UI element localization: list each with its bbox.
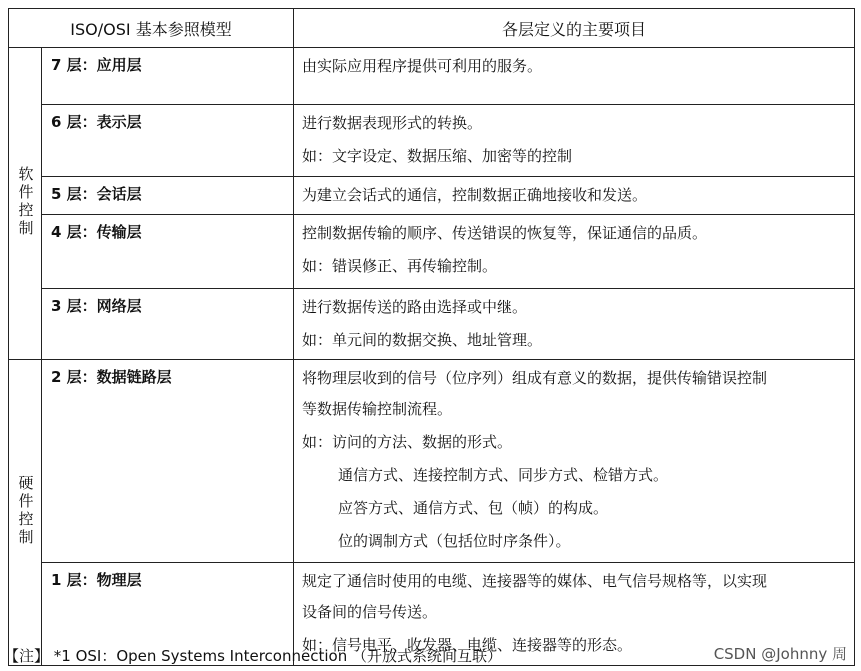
- table-row: [9, 105, 855, 177]
- software-control-label: 软件控制: [16, 165, 35, 238]
- table-row: [9, 215, 855, 289]
- definition-line: 如：文字设定、数据压缩、加密等的控制: [302, 147, 573, 165]
- definition-line: 进行数据传送的路由选择或中继。: [302, 298, 528, 316]
- header-model: ISO/OSI 基本参照模型: [9, 9, 294, 48]
- definition-line: 控制数据传输的顺序、传送错误的恢复等，保证通信的品质。: [302, 224, 708, 242]
- watermark: CSDN @Johnny 周: [713, 645, 847, 663]
- definition-line: 等数据传输控制流程。: [302, 400, 453, 418]
- layer-definition: [294, 215, 855, 289]
- definition-line: 将物理层收到的信号（位序列）组成有意义的数据，提供传输错误控制: [302, 369, 768, 387]
- definition-line: 位的调制方式（包括位时序条件）。: [338, 532, 571, 550]
- definition-line: 如：单元间的数据交换、地址管理。: [302, 331, 543, 349]
- definition-line: 设备间的信号传送。: [302, 603, 438, 621]
- definition-line: 应答方式、通信方式、包（帧）的构成。: [338, 499, 609, 517]
- definition-line: 如：错误修正、再传输控制。: [302, 257, 498, 275]
- osi-model-table: [8, 8, 855, 666]
- definition-line: 由实际应用程序提供可利用的服务。: [302, 57, 543, 75]
- layer-name: 5 层：会话层: [42, 177, 294, 215]
- header-definition: 各层定义的主要项目: [294, 9, 855, 48]
- layer-definition: [294, 177, 855, 215]
- hardware-control-label: 硬件控制: [16, 474, 35, 547]
- software-control-cell: [9, 48, 42, 360]
- layer-definition: [294, 48, 855, 105]
- definition-line: 通信方式、连接控制方式、同步方式、检错方式。: [338, 466, 669, 484]
- table-row: [9, 289, 855, 360]
- layer-name: 3 层：网络层: [42, 289, 294, 360]
- definition-line: 进行数据表现形式的转换。: [302, 114, 483, 132]
- definition-line: 如：访问的方法、数据的形式。: [302, 433, 513, 451]
- layer-name: 1 层：物理层: [42, 563, 294, 666]
- layer-name: 6 层：表示层: [42, 105, 294, 177]
- layer-name: 2 层：数据链路层: [42, 360, 294, 563]
- layer-name: 7 层：应用层: [42, 48, 294, 105]
- table-row: [9, 48, 855, 105]
- footnote: 【注】 *1 OSI：Open Systems Interconnection （开放式系统间互联）: [4, 647, 502, 665]
- table-header-row: [9, 9, 855, 48]
- definition-line: 规定了通信时使用的电缆、连接器等的媒体、电气信号规格等，以实现: [302, 572, 768, 590]
- definition-line: 如：信号电平、收发器、电缆、连接器等的形态。: [302, 636, 633, 654]
- layer-definition: [294, 360, 855, 563]
- layer-name: 4 层：传输层: [42, 215, 294, 289]
- definition-line: 为建立会话式的通信，控制数据正确地接收和发送。: [302, 186, 648, 204]
- hardware-control-cell: [9, 360, 42, 666]
- layer-definition: [294, 289, 855, 360]
- layer-definition: [294, 105, 855, 177]
- table-row: [9, 360, 855, 563]
- table-row: [9, 177, 855, 215]
